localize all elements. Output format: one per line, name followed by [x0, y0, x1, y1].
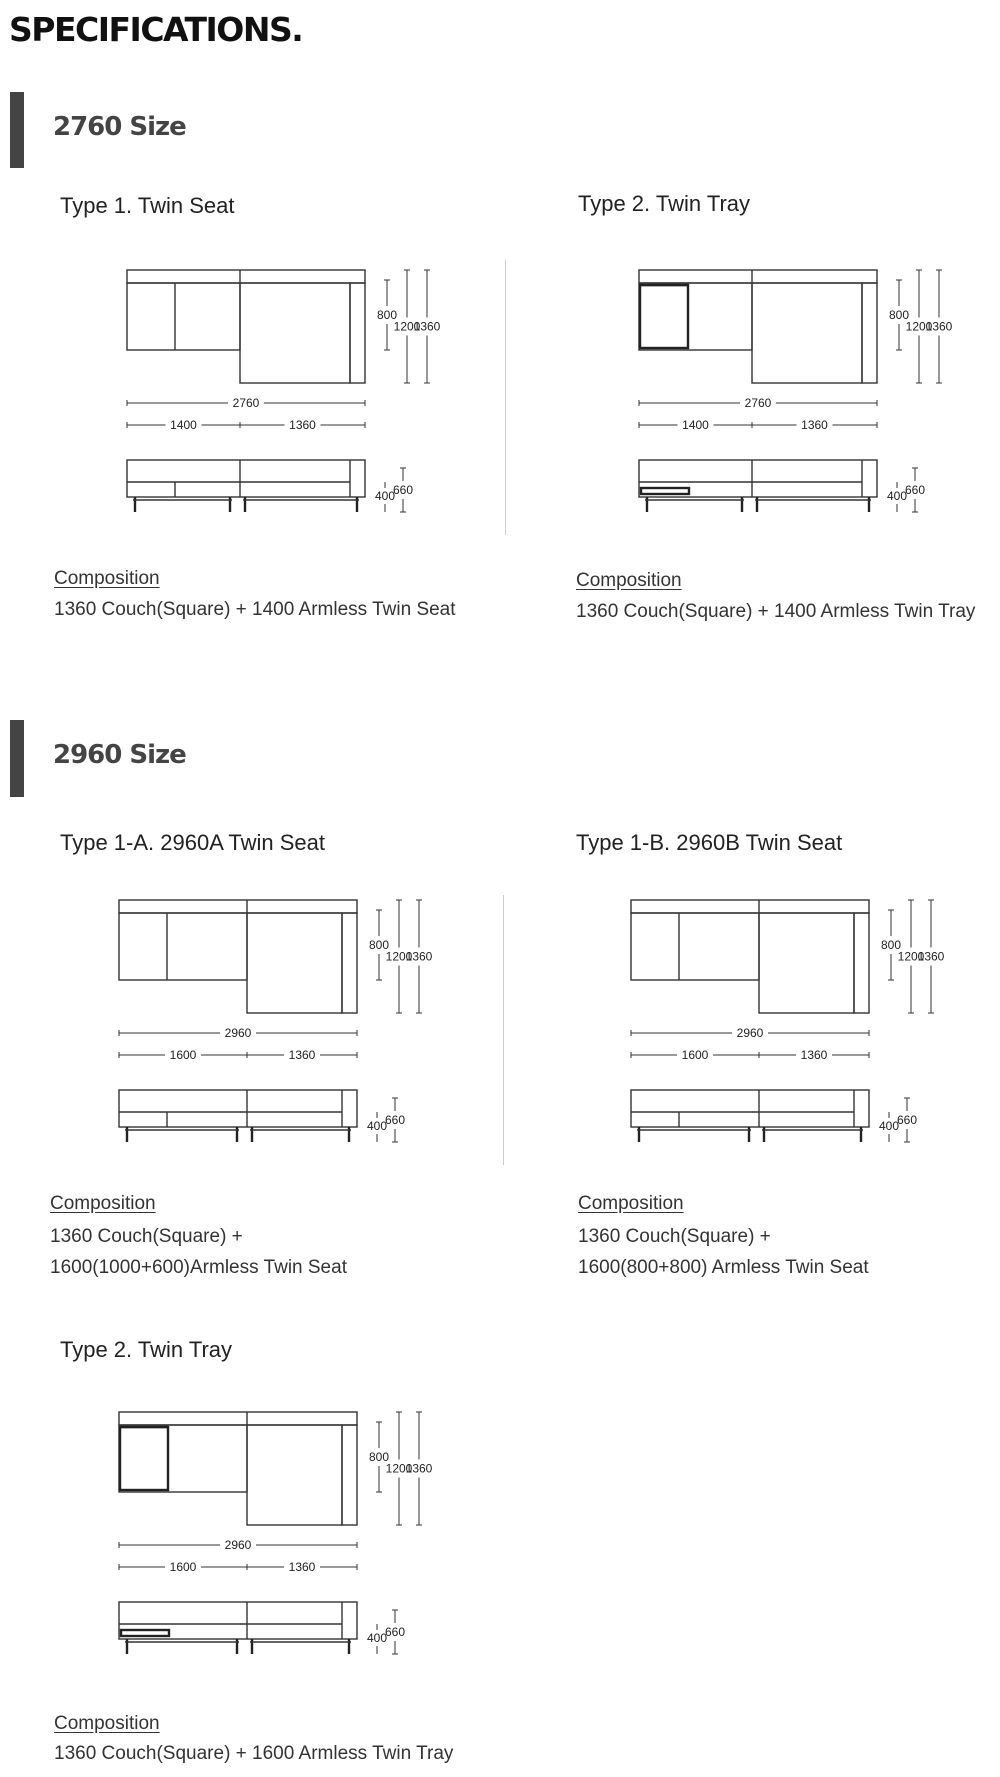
drawing-2760-type2: [637, 270, 997, 532]
dim-left-width-label: 1600: [681, 1048, 709, 1062]
dim-depth-b-label: 1200: [393, 319, 421, 334]
drawing-2960-type1a: [117, 900, 477, 1162]
section-title-2760: 2760 Size: [53, 112, 186, 142]
dim-seat-height-label: 400: [366, 1119, 388, 1133]
drawing-2960-type1b: [629, 900, 989, 1162]
dim-total-width-label: 2960: [224, 1538, 252, 1552]
dim-back-height-label: 660: [904, 483, 926, 497]
elevation-tray: [121, 1630, 169, 1636]
dim-depth-a-label: 800: [888, 308, 910, 322]
composition-text: [54, 594, 456, 625]
elevation-body: [631, 1090, 869, 1127]
elevation-body: [127, 460, 365, 497]
dim-right-width-label: 1360: [801, 418, 828, 432]
dim-depth-a-label: 800: [880, 938, 902, 952]
composition-text: [576, 596, 975, 627]
dim-seat-height-label: 400: [886, 489, 908, 503]
dim-depth-c-label: 1360: [917, 949, 945, 964]
plan-armrest: [862, 283, 877, 383]
composition-text: [578, 1221, 869, 1283]
composition-label: Composition: [54, 568, 160, 589]
plan-left-module: [127, 283, 240, 350]
dim-back-height-label: 660: [896, 1113, 918, 1127]
dim-right-width-label: 1360: [289, 418, 316, 432]
column-divider: [505, 260, 506, 535]
dim-seat-height-label: 400: [878, 1119, 900, 1133]
plan-chaise: [247, 913, 342, 1013]
type-title-2960-type2: Type 2. Twin Tray: [60, 1337, 233, 1362]
plan-armrest: [854, 913, 869, 1013]
composition-line: 1360 Couch(Square) +: [50, 1226, 243, 1247]
section-title-2960: 2960 Size: [53, 740, 186, 770]
type-title-2960-type1a: Type 1-A. 2960A Twin Seat: [60, 830, 325, 855]
plan-left-module: [119, 913, 247, 980]
composition-line: 1360 Couch(Square) + 1600 Armless Twin Tray: [54, 1743, 454, 1764]
plan-tray: [120, 1427, 168, 1490]
dim-total-width-label: 2760: [232, 396, 260, 410]
composition-line: 1360 Couch(Square) +: [578, 1226, 771, 1247]
dim-left-width-label: 1400: [170, 418, 197, 432]
dim-seat-height-label: 400: [366, 1631, 388, 1645]
dim-depth-c-label: 1360: [925, 319, 953, 334]
dim-left-width-label: 1600: [169, 1560, 197, 1574]
dim-total-width-label: 2760: [744, 396, 772, 410]
plan-backrest: [127, 270, 365, 283]
composition-label: Composition: [50, 1193, 156, 1214]
dim-depth-b-label: 1200: [385, 1461, 413, 1476]
type-title-2760-type1: Type 1. Twin Seat: [60, 193, 235, 218]
plan-armrest: [342, 913, 357, 1013]
dim-depth-b-label: 1200: [897, 949, 925, 964]
section-bar: [10, 92, 24, 168]
dim-right-width-label: 1360: [288, 1048, 316, 1062]
plan-armrest: [342, 1425, 357, 1525]
plan-backrest: [119, 1412, 357, 1425]
plan-tray: [640, 285, 688, 348]
elevation-body: [119, 1602, 357, 1639]
composition-label: Composition: [54, 1713, 160, 1734]
composition-line: 1360 Couch(Square) + 1400 Armless Twin Tray: [576, 601, 976, 622]
dim-total-width-label: 2960: [736, 1026, 764, 1040]
dim-depth-a-label: 800: [376, 308, 398, 322]
dim-left-width-label: 1600: [169, 1048, 197, 1062]
dim-depth-b-label: 1200: [905, 319, 933, 334]
composition-label: Composition: [578, 1193, 684, 1214]
composition-line: 1360 Couch(Square) + 1400 Armless Twin Seat: [54, 599, 456, 620]
drawing-2760-type1: [125, 270, 485, 532]
dim-right-width-label: 1360: [800, 1048, 828, 1062]
dim-left-width-label: 1400: [682, 418, 709, 432]
page-title: SPECIFICATIONS.: [9, 10, 303, 49]
plan-armrest: [350, 283, 365, 383]
dim-depth-c-label: 1360: [413, 319, 441, 334]
type-title-2960-type1b: Type 1-B. 2960B Twin Seat: [576, 830, 843, 855]
dim-depth-a-label: 800: [368, 1450, 390, 1464]
type-title-2760-type2: Type 2. Twin Tray: [578, 191, 751, 216]
dim-depth-c-label: 1360: [405, 949, 433, 964]
plan-backrest: [119, 900, 357, 913]
dim-seat-height-label: 400: [374, 489, 396, 503]
drawing-2960-type2: [117, 1412, 477, 1674]
composition-text: [54, 1738, 453, 1769]
dim-depth-c-label: 1360: [405, 1461, 433, 1476]
plan-chaise: [759, 913, 854, 1013]
composition-line: 1600(1000+600)Armless Twin Seat: [50, 1257, 347, 1278]
dim-back-height-label: 660: [384, 1625, 406, 1639]
plan-backrest: [639, 270, 877, 283]
composition-label: Composition: [576, 570, 682, 591]
elevation-tray: [641, 488, 689, 494]
section-bar: [10, 720, 24, 797]
plan-chaise: [240, 283, 350, 383]
plan-backrest: [631, 900, 869, 913]
plan-left-module: [639, 283, 752, 350]
elevation-body: [119, 1090, 357, 1127]
composition-line: 1600(800+800) Armless Twin Seat: [578, 1257, 869, 1278]
plan-left-module: [631, 913, 759, 980]
plan-chaise: [752, 283, 862, 383]
plan-left-module: [119, 1425, 247, 1492]
plan-chaise: [247, 1425, 342, 1525]
dim-back-height-label: 660: [392, 483, 414, 497]
column-divider: [503, 895, 504, 1165]
dim-right-width-label: 1360: [288, 1560, 316, 1574]
composition-text: [50, 1221, 347, 1283]
dim-depth-b-label: 1200: [385, 949, 413, 964]
dim-total-width-label: 2960: [224, 1026, 252, 1040]
dim-back-height-label: 660: [384, 1113, 406, 1127]
dim-depth-a-label: 800: [368, 938, 390, 952]
elevation-body: [639, 460, 877, 497]
